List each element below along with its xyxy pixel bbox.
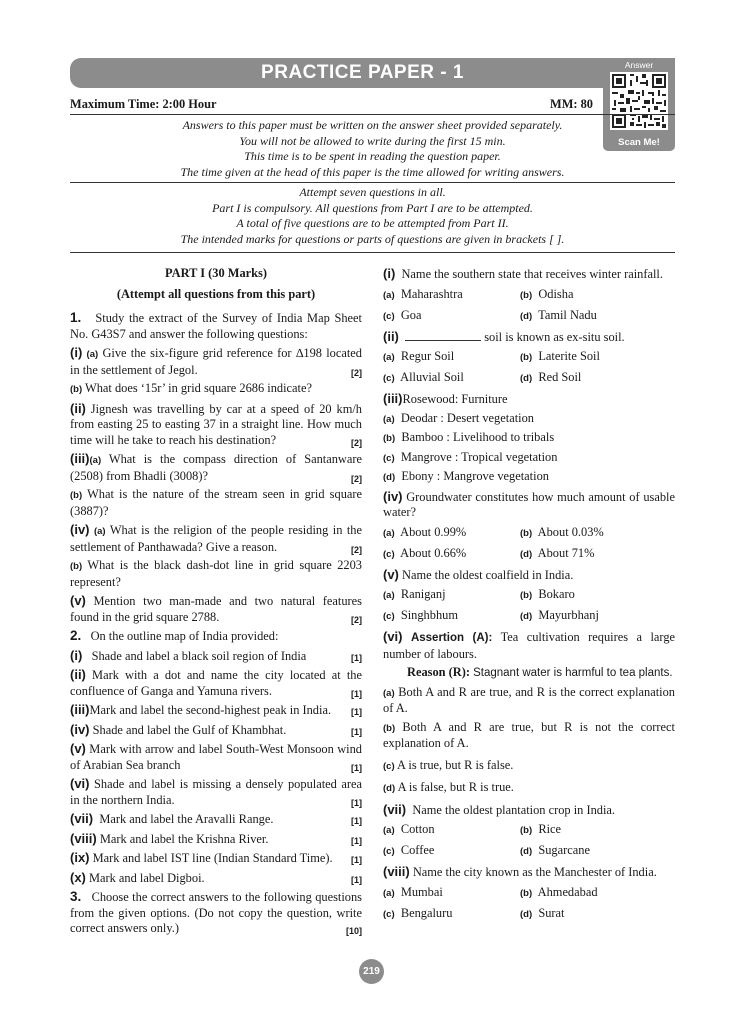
option-letter: (a)	[383, 413, 395, 425]
option-text: Odisha	[538, 286, 574, 301]
option-letter: (d)	[520, 611, 533, 622]
option-letter: (c)	[383, 373, 395, 384]
option[interactable]	[383, 450, 675, 467]
option[interactable]	[383, 430, 675, 447]
instructions-top	[70, 118, 675, 181]
option[interactable]	[520, 821, 675, 839]
question-2-ix	[70, 850, 362, 867]
question-2-vii	[70, 811, 362, 828]
instruction-line: Attempt seven questions in all.	[299, 185, 446, 199]
option-letter: (a)	[383, 687, 395, 699]
option-letter: (b)	[70, 384, 83, 395]
instruction-line: Part I is compulsory. All questions from Part I are to be attempted.	[212, 200, 533, 215]
option[interactable]	[383, 685, 675, 717]
option-text: Deodar : Desert vegetation	[400, 410, 534, 425]
question-1-iv-a	[70, 522, 362, 555]
option-text: About 0.66%	[400, 545, 467, 560]
instructions-bottom	[70, 185, 675, 248]
option-text: About 0.03%	[537, 524, 604, 539]
question-3	[70, 889, 362, 937]
sub-number: (v)	[70, 741, 86, 756]
question-text: Mark and label the Aravalli Range.	[99, 812, 274, 826]
question-number: 1.	[70, 310, 82, 325]
option-text: About 71%	[537, 545, 595, 560]
question-text: Groundwater constitutes how much amount of usable water?	[383, 489, 675, 519]
option-letter: (b)	[70, 490, 83, 501]
sub-number: (iv)	[70, 721, 90, 737]
fill-blank	[405, 330, 481, 341]
option[interactable]	[383, 524, 520, 542]
sub-number: (i)	[383, 266, 396, 281]
question-number: 2.	[70, 628, 82, 643]
marks: [1]	[351, 688, 362, 699]
option-text: Sugarcane	[538, 843, 590, 857]
options-grid	[383, 286, 675, 325]
option[interactable]	[520, 842, 675, 860]
option-letter: (a)	[383, 590, 395, 601]
question-text: What is the nature of the stream seen in grid square (3887)?	[70, 487, 363, 518]
option-text: Goa	[400, 307, 422, 322]
option-letter: (b)	[520, 825, 533, 836]
mcq-vi-reason	[383, 665, 675, 682]
option-letter: (d)	[520, 310, 533, 322]
marks: [2]	[351, 614, 362, 625]
max-marks: MM: 80	[550, 97, 594, 111]
option-text: Mangrove : Tropical vegetation	[400, 449, 558, 464]
question-text: What is the compass direction of Santanware (2508) from Bhadli (3008)?	[70, 452, 362, 483]
question-text: Shade and label is missing a densely populated area in the northern India.	[70, 777, 362, 807]
option-text: Coffee	[400, 843, 435, 857]
option-letter: (a)	[383, 289, 395, 301]
question-2-x	[70, 870, 362, 887]
question-text: Shade and label a black soil region of India	[91, 648, 307, 663]
question-text: Name the oldest coalfield in India.	[402, 567, 574, 582]
question-1-v	[70, 593, 362, 625]
left-column	[70, 266, 362, 940]
option-text: Mumbai	[400, 884, 443, 899]
instruction-line: This time is to be spent in reading the question paper.	[244, 149, 501, 164]
assertion-label: Assertion (A):	[410, 632, 493, 644]
question-text: Rosewood: Furniture	[402, 392, 508, 406]
option-text: Red Soil	[538, 370, 582, 384]
sub-number: (iv)	[383, 488, 403, 504]
question-text: Mark and label the Krishna River.	[99, 831, 269, 846]
part-subtitle: (Attempt all questions from this part)	[116, 287, 316, 301]
marks: [1]	[351, 797, 362, 808]
option[interactable]	[383, 348, 520, 366]
option-text: Ahmedabad	[537, 884, 598, 899]
sub-number: (vi)	[70, 776, 90, 791]
option-text: Maharashtra	[400, 286, 463, 301]
sub-number: (viii)	[383, 864, 410, 879]
sub-number: (ii)	[383, 328, 399, 344]
question-text: Mark and label Digboi.	[89, 870, 205, 885]
option-letter: (b)	[383, 722, 396, 734]
question-text: Name the city known as the Manchester of India.	[412, 865, 657, 879]
option-letter: (a)	[89, 455, 102, 466]
option-letter: (b)	[520, 527, 533, 539]
sub-number: (vii)	[70, 811, 94, 826]
question-1	[70, 310, 362, 342]
sub-number: (vii)	[383, 801, 407, 817]
option-letter: (b)	[520, 352, 533, 363]
option-letter: (a)	[383, 887, 395, 899]
option-text: Singhbhum	[400, 608, 458, 622]
answer-label: Answer	[624, 60, 654, 70]
question-text: soil is known as ex-situ soil.	[484, 329, 625, 344]
marks: [1]	[351, 762, 362, 773]
question-text: Mark and label the second-highest peak in India.	[89, 703, 332, 717]
sub-number: (viii)	[70, 830, 97, 846]
option-letter: (d)	[383, 783, 396, 794]
option-text: Cotton	[400, 822, 435, 836]
sub-number: (v)	[383, 566, 399, 582]
marks: [10]	[345, 926, 362, 936]
option[interactable]	[520, 307, 675, 325]
option-text: A is false, but R is true.	[397, 780, 514, 794]
instruction-line: The intended marks for questions or parts of questions are given in brackets [ ].	[180, 232, 565, 247]
option[interactable]	[383, 780, 675, 797]
option-letter: (d)	[383, 472, 396, 483]
assertion-text: Tea cultivation requires a large number of labours.	[383, 630, 676, 661]
option-text: Regur Soil	[400, 349, 455, 363]
question-text: Choose the correct answers to the following questions from the given options. (Do not copy the question, write correct answers only.)	[70, 890, 363, 935]
sub-number: (iii)	[383, 391, 403, 406]
option-text: Rice	[538, 822, 562, 836]
sub-number: (vi)	[383, 629, 403, 644]
sub-number: (ii)	[70, 400, 86, 416]
mcq-vi-assertion	[383, 629, 675, 662]
option-letter: (c)	[383, 310, 395, 322]
marks: [1]	[351, 652, 362, 663]
option[interactable]	[383, 905, 520, 923]
question-number: 3.	[70, 889, 82, 904]
option[interactable]	[383, 842, 520, 860]
option-letter: (b)	[520, 590, 533, 601]
question-2-vi	[70, 776, 362, 808]
option[interactable]	[520, 524, 675, 542]
divider-top	[70, 114, 675, 115]
option-letter: (a)	[383, 352, 395, 363]
page-title: PRACTICE PAPER - 1	[261, 62, 464, 83]
question-1-iv-b	[70, 558, 362, 590]
sub-number: (ii)	[70, 667, 86, 682]
option[interactable]	[383, 607, 520, 625]
option-text: A is true, but R is false.	[397, 757, 514, 772]
question-2-iii	[70, 702, 362, 719]
option-letter: (d)	[520, 908, 533, 920]
marks: [1]	[351, 835, 362, 846]
question-text: What does ‘15r’ in grid square 2686 indicate?	[85, 381, 312, 395]
option-letter: (c)	[383, 908, 395, 920]
option[interactable]	[383, 758, 675, 775]
question-2	[70, 628, 362, 645]
option-text: Both A and R are true, and R is the correct explanation of A.	[383, 684, 675, 715]
option-letter: (c)	[383, 452, 395, 464]
mcq-vii	[383, 802, 675, 819]
question-1-ii	[70, 401, 362, 449]
reason-label: Reason (R):	[407, 665, 470, 679]
reason-text: Stagnant water is harmful to tea plants.	[473, 667, 673, 679]
question-text: Shade and label the Gulf of Khambhat.	[92, 722, 287, 737]
options-grid	[383, 586, 675, 625]
question-1-iii-a	[70, 451, 362, 484]
option-text: Bokaro	[538, 587, 575, 601]
question-text: Mark with a dot and name the city located at the confluence of Ganga and Yamuna rivers.	[70, 668, 362, 698]
option-text: Bamboo : Livelihood to tribals	[401, 430, 555, 444]
question-text: On the outline map of India provided:	[90, 629, 279, 643]
option-letter: (b)	[520, 887, 533, 899]
right-column	[383, 266, 675, 927]
option-text: Mayurbhanj	[538, 608, 599, 622]
question-2-v	[70, 741, 362, 773]
question-text: Name the southern state that receives winter rainfall.	[401, 267, 663, 281]
question-2-iv	[70, 722, 362, 739]
mcq-viii	[383, 864, 675, 881]
option-letter: (c)	[383, 611, 395, 622]
option-letter: (d)	[520, 373, 533, 384]
options-grid	[383, 884, 675, 923]
title-bar	[70, 58, 675, 88]
option-text: Tamil Nadu	[538, 307, 597, 322]
question-2-ii	[70, 667, 362, 699]
option-letter: (a)	[383, 527, 395, 539]
marks: [2]	[351, 473, 362, 484]
option[interactable]	[383, 469, 675, 486]
option[interactable]	[520, 545, 675, 563]
question-text: What is the black dash-dot line in grid square 2203 represent?	[70, 558, 362, 589]
option-letter: (c)	[383, 846, 395, 857]
mcq-iv	[383, 489, 675, 521]
option-letter: (d)	[520, 548, 533, 560]
marks: [1]	[351, 707, 362, 717]
sub-number: (iv)	[70, 522, 90, 537]
options-grid	[383, 821, 675, 860]
option-text: About 0.99%	[400, 524, 467, 539]
mcq-i	[383, 266, 675, 283]
sub-number: (ix)	[70, 850, 90, 865]
option-letter: (a)	[383, 825, 395, 836]
sub-number: (i)	[70, 345, 83, 360]
page-number: 219	[359, 959, 384, 984]
question-text: Jignesh was travelling by car at a speed of 20 km/h from easting 25 to easting 37 in a straight line. How much time will he take to reach his destination?	[70, 401, 362, 447]
option-letter: (b)	[383, 433, 396, 444]
option-letter: (b)	[70, 561, 83, 572]
option-letter: (a)	[93, 526, 106, 537]
options-grid	[383, 524, 675, 563]
option[interactable]	[520, 286, 675, 304]
option-text: Ebony : Mangrove vegetation	[401, 469, 549, 483]
option[interactable]	[383, 411, 675, 428]
option[interactable]	[383, 821, 520, 839]
mcq-iii	[383, 391, 675, 408]
option[interactable]	[520, 348, 675, 366]
instruction-line: A total of five questions are to be attempted from Part II.	[236, 216, 509, 231]
option-text: Bengaluru	[400, 905, 453, 920]
instruction-line: Answers to this paper must be written on the answer sheet provided separately.	[182, 118, 563, 132]
marks: [2]	[351, 367, 362, 378]
instruction-line: The time given at the head of this paper is the time allowed for writing answers.	[180, 165, 565, 180]
divider-bottom	[70, 252, 675, 253]
question-1-i-a	[70, 345, 362, 378]
instruction-line: You will not be allowed to write during the first 15 min.	[239, 133, 506, 148]
option[interactable]	[383, 307, 520, 325]
question-1-iii-b	[70, 487, 362, 519]
marks: [1]	[351, 816, 362, 826]
option[interactable]	[520, 884, 675, 902]
option[interactable]	[520, 905, 675, 923]
option[interactable]	[383, 586, 520, 604]
option-letter: (a)	[86, 349, 99, 360]
question-text: Name the oldest plantation crop in India.	[412, 802, 615, 817]
marks: [1]	[351, 874, 362, 885]
option-letter: (c)	[383, 760, 395, 772]
sub-number: (iii)	[70, 451, 90, 466]
marks: [1]	[351, 855, 362, 865]
sub-number: (iii)	[70, 702, 90, 717]
part-title: PART I (30 Marks)	[164, 266, 267, 280]
option[interactable]	[383, 286, 520, 304]
marks: [2]	[351, 437, 362, 448]
option-letter: (d)	[520, 846, 533, 857]
option[interactable]	[383, 545, 520, 563]
option-text: Raniganj	[400, 587, 446, 601]
scan-me-label: Scan Me!	[618, 137, 660, 148]
question-2-viii	[70, 831, 362, 848]
question-text: Give the six-figure grid reference for ∆198 located in the settlement of Jegol.	[70, 346, 363, 377]
option[interactable]	[383, 884, 520, 902]
option-text: Laterite Soil	[538, 349, 600, 363]
question-text: Study the extract of the Survey of India Map Sheet No. G43S7 and answer the following questions:	[70, 311, 362, 341]
option[interactable]	[383, 720, 675, 752]
max-time: Maximum Time: 2:00 Hour	[70, 97, 217, 111]
question-1-i-b	[70, 381, 362, 398]
option[interactable]	[520, 607, 675, 625]
marks: [1]	[351, 726, 362, 737]
marks: [2]	[351, 544, 362, 555]
mcq-ii	[383, 329, 675, 346]
question-2-i	[70, 648, 362, 665]
question-text: Mention two man-made and two natural features found in the grid square 2788.	[70, 594, 362, 624]
option-text: Surat	[538, 905, 565, 920]
sub-number: (v)	[70, 593, 86, 608]
option-text: Alluvial Soil	[400, 370, 464, 384]
question-text: Mark and label IST line (Indian Standard Time).	[92, 851, 333, 865]
divider-middle	[70, 182, 675, 183]
option[interactable]	[520, 369, 675, 387]
option-text: Both A and R are true, but R is not the correct explanation of A.	[383, 719, 675, 750]
option-letter: (b)	[520, 289, 533, 301]
options-grid	[383, 348, 675, 387]
option-letter: (c)	[383, 548, 395, 560]
mcq-v	[383, 567, 675, 584]
question-text: What is the religion of the people residing in the settlement of Panthawada? Give a reason.	[70, 523, 362, 554]
question-text: Mark with arrow and label South-West Monsoon wind of Arabian Sea branch	[70, 742, 362, 772]
option[interactable]	[520, 586, 675, 604]
option[interactable]	[383, 369, 520, 387]
sub-number: (i)	[70, 647, 83, 663]
sub-number: (x)	[70, 869, 86, 885]
